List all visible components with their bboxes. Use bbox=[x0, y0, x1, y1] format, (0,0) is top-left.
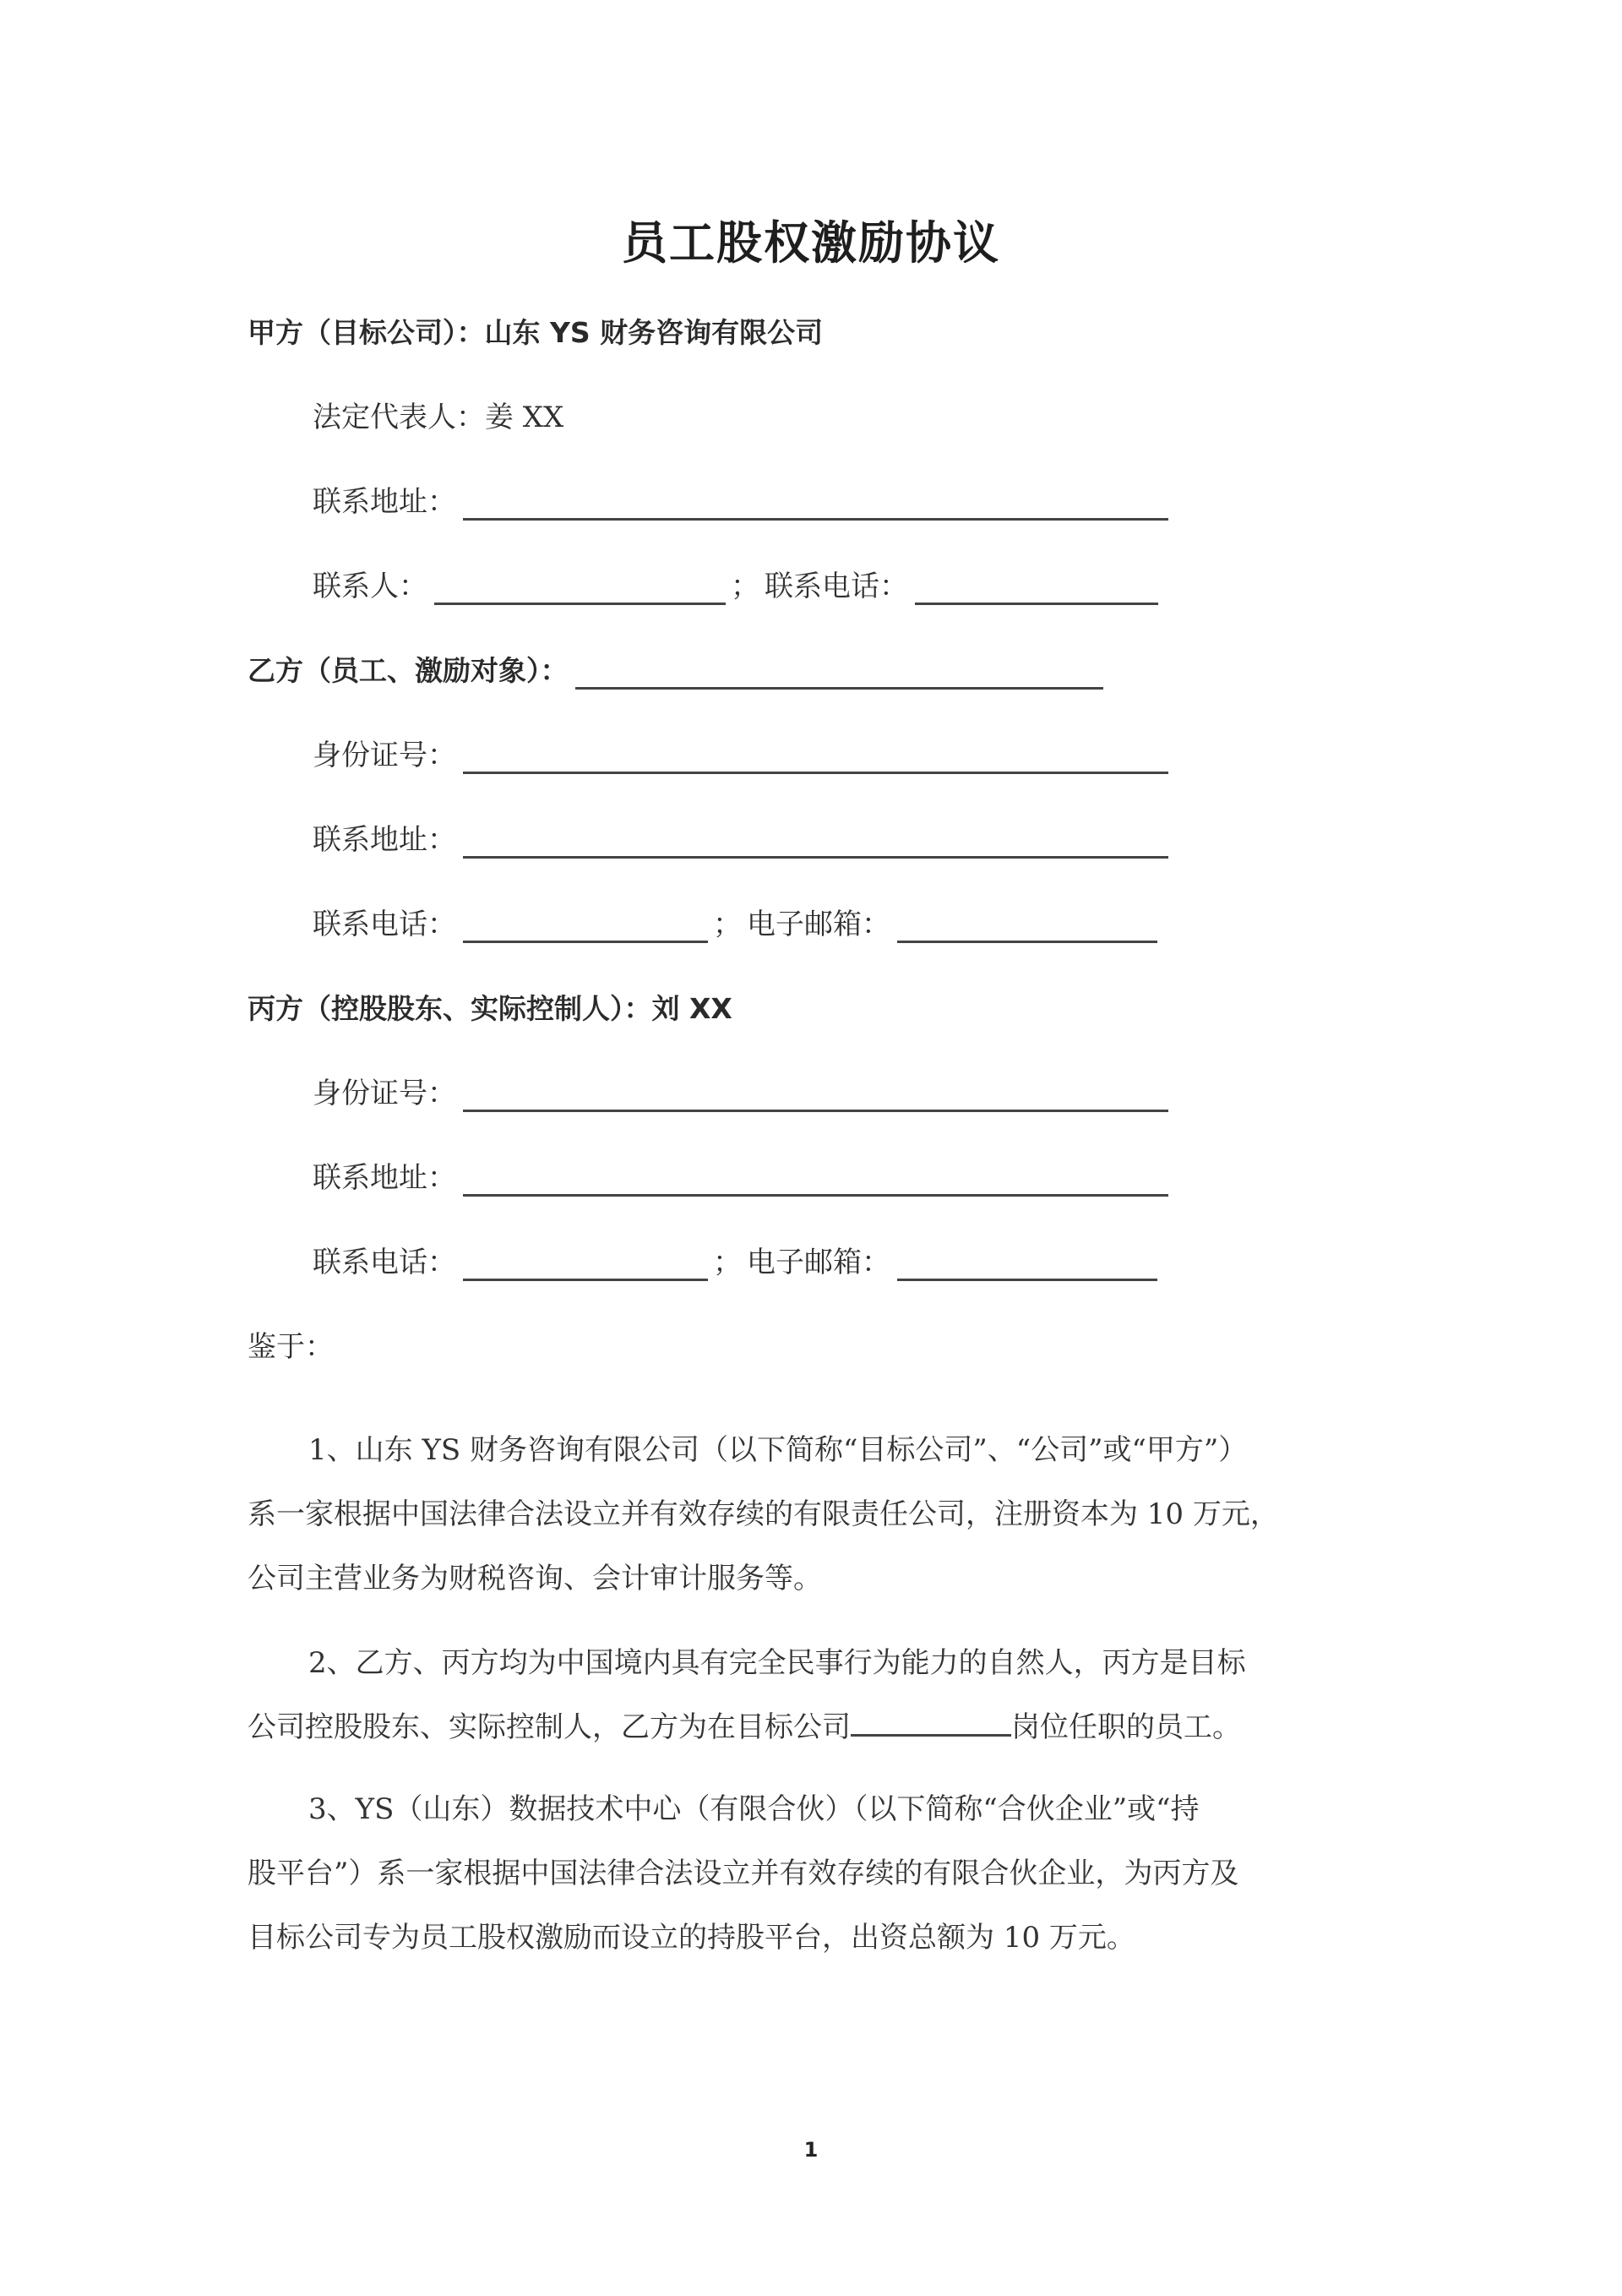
party-c-phone-field[interactable] bbox=[463, 1250, 708, 1281]
clause-2-text-before-blank: 公司控股股东、实际控制人，乙方为在目标公司 bbox=[248, 1710, 851, 1744]
party-c-email-field[interactable] bbox=[897, 1250, 1157, 1281]
party-a-address-field[interactable] bbox=[463, 489, 1168, 521]
whereas-label: 鉴于： bbox=[248, 1330, 334, 1364]
party-b-name-field[interactable] bbox=[575, 658, 1103, 690]
party-a-contact-line bbox=[313, 568, 1158, 605]
party-c-address-line bbox=[313, 1159, 1168, 1197]
party-a-label: 甲方（目标公司）： bbox=[248, 316, 485, 349]
party-b-address-field[interactable] bbox=[463, 827, 1168, 859]
legal-rep-label: 法定代表人： bbox=[313, 401, 485, 434]
clause-3 bbox=[248, 1777, 1380, 1970]
party-c-address-field[interactable] bbox=[463, 1165, 1168, 1197]
party-b-email-field[interactable] bbox=[897, 912, 1157, 943]
party-a-contact-label: 联系人： bbox=[313, 570, 427, 603]
party-b-phone-line bbox=[313, 906, 1157, 943]
party-b-id-field[interactable] bbox=[463, 743, 1168, 774]
party-a-address-line bbox=[313, 483, 1168, 521]
clause-2-line-1: 2、乙方、丙方均为中国境内具有完全民事行为能力的自然人，丙方是目标 bbox=[308, 1646, 1246, 1680]
party-c-address-label: 联系地址： bbox=[313, 1161, 456, 1195]
clause-1-line-3: 公司主营业务为财税咨询、会计审计服务等。 bbox=[248, 1562, 822, 1595]
whereas-heading bbox=[248, 1328, 334, 1366]
clause-3-line-2: 股平台”）系一家根据中国法律合法设立并有效存续的有限合伙企业，为丙方及 bbox=[248, 1857, 1239, 1890]
party-c-phone-line bbox=[313, 1244, 1157, 1281]
clause-1-line-1: 1、山东 YS 财务咨询有限公司（以下简称“目标公司”、“公司”或“甲方”） bbox=[308, 1433, 1248, 1467]
party-b-phone-field[interactable] bbox=[463, 912, 708, 943]
position-field[interactable] bbox=[851, 1709, 1011, 1737]
page-number: 1 bbox=[803, 2138, 819, 2162]
party-c-label: 丙方（控股股东、实际控制人）： bbox=[248, 992, 652, 1025]
party-a-address-label: 联系地址： bbox=[313, 485, 456, 519]
party-b-id-label: 身份证号： bbox=[313, 739, 456, 772]
party-c-name: 刘 XX bbox=[651, 992, 732, 1025]
document-title: 员工股权激励协议 bbox=[622, 216, 1000, 270]
party-c-line bbox=[248, 990, 732, 1028]
party-b-address-line bbox=[313, 821, 1168, 859]
legal-rep-value: 姜 XX bbox=[485, 401, 564, 434]
party-c-phone-label: 联系电话： bbox=[313, 1246, 456, 1279]
party-c-email-label: 电子邮箱： bbox=[747, 1246, 890, 1279]
clause-2-text-after-blank: 岗位任职的员工。 bbox=[1011, 1710, 1241, 1744]
clause-2-line-2 bbox=[248, 1695, 1380, 1759]
clause-3-line-1: 3、YS（山东）数据技术中心（有限合伙）（以下简称“合伙企业”或“持 bbox=[308, 1792, 1200, 1826]
party-b-email-label: 电子邮箱： bbox=[747, 908, 890, 941]
party-a-phone-label: 联系电话： bbox=[765, 570, 908, 603]
separator: ； bbox=[713, 1246, 742, 1279]
separator: ； bbox=[713, 908, 742, 941]
party-b-label: 乙方（员工、激励对象）： bbox=[248, 654, 569, 687]
party-b-id-line bbox=[313, 737, 1168, 774]
party-b-address-label: 联系地址： bbox=[313, 823, 456, 857]
party-b-line bbox=[248, 652, 1103, 690]
party-a-phone-field[interactable] bbox=[915, 574, 1158, 605]
party-c-id-line bbox=[313, 1075, 1168, 1112]
party-c-id-field[interactable] bbox=[463, 1081, 1168, 1112]
clause-1-line-2: 系一家根据中国法律合法设立并有效存续的有限责任公司，注册资本为 10 万元， bbox=[248, 1497, 1279, 1531]
party-a-contact-field[interactable] bbox=[434, 574, 726, 605]
party-c-id-label: 身份证号： bbox=[313, 1077, 456, 1110]
clause-1 bbox=[248, 1418, 1380, 1611]
party-a-line bbox=[248, 314, 823, 352]
clause-2 bbox=[248, 1631, 1380, 1759]
party-a-name: 山东 YS 财务咨询有限公司 bbox=[484, 316, 824, 349]
party-a-legal-rep-line bbox=[313, 399, 563, 436]
clause-3-line-3: 目标公司专为员工股权激励而设立的持股平台，出资总额为 10 万元。 bbox=[248, 1921, 1135, 1955]
separator: ； bbox=[731, 570, 759, 603]
party-b-phone-label: 联系电话： bbox=[313, 908, 456, 941]
